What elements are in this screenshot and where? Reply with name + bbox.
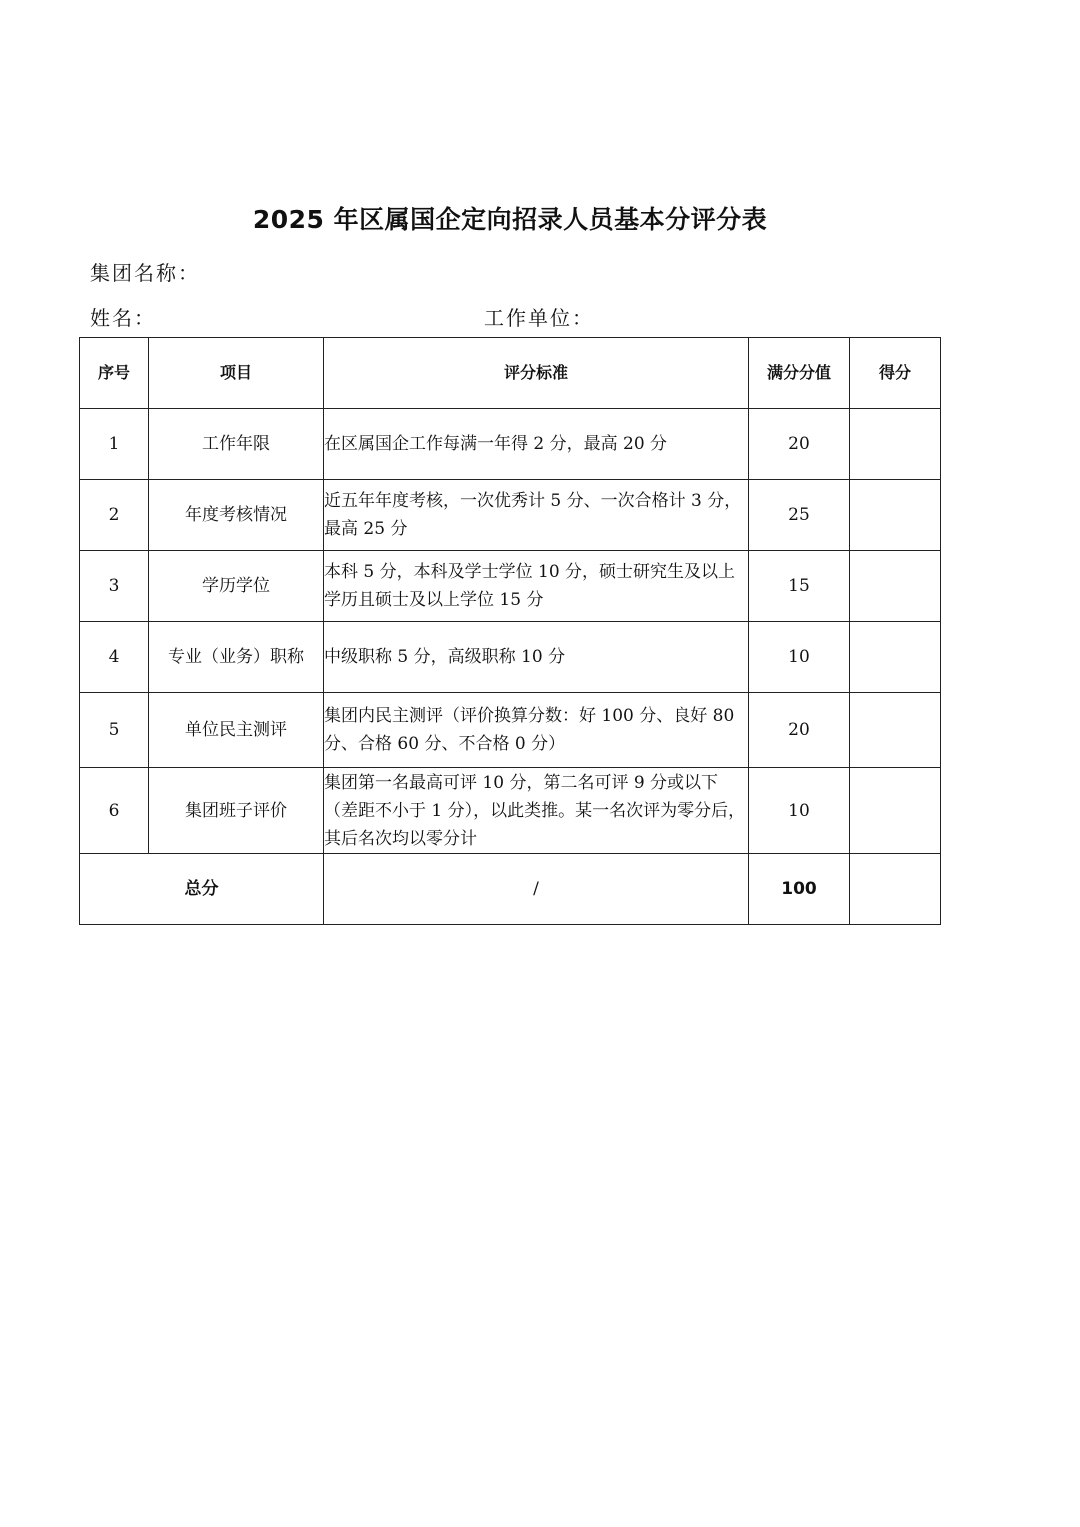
row-max-score: 10 [749,768,850,854]
row-criteria: 集团内民主测评（评价换算分数：好 100 分、良好 80 分、合格 60 分、不合格 0 分） [324,693,749,768]
row-no: 1 [80,409,149,480]
header-criteria: 评分标准 [324,338,749,409]
score-table [79,337,941,925]
header-no: 序号 [80,338,149,409]
row-item: 专业（业务）职称 [149,622,324,693]
row-score[interactable] [850,480,941,551]
row-score[interactable] [850,768,941,854]
row-criteria: 在区属国企工作每满一年得 2 分，最高 20 分 [324,409,749,480]
row-item: 工作年限 [149,409,324,480]
page-title: 2025 年区属国企定向招录人员基本分评分表 [252,205,768,234]
row-no: 2 [80,480,149,551]
row-item: 集团班子评价 [149,768,324,854]
table-row [80,622,941,693]
table-row [80,409,941,480]
group-name-label: 集团名称： [90,261,200,285]
table-row [80,551,941,622]
row-criteria: 集团第一名最高可评 10 分，第二名可评 9 分或以下（差距不小于 1 分），以此类推。某一名次评为零分后，其后名次均以零分计 [324,768,749,854]
row-no: 4 [80,622,149,693]
row-score[interactable] [850,622,941,693]
row-max-score: 10 [749,622,850,693]
row-max-score: 15 [749,551,850,622]
header-max-score: 满分分值 [749,338,850,409]
header-item: 项目 [149,338,324,409]
table-header-row [80,338,941,409]
row-criteria: 近五年年度考核，一次优秀计 5 分、一次合格计 3 分，最高 25 分 [324,480,749,551]
table-row [80,693,941,768]
name-label: 姓名： [90,306,156,330]
row-no: 3 [80,551,149,622]
row-max-score: 25 [749,480,850,551]
total-row [80,854,941,925]
table-row [80,480,941,551]
row-item: 学历学位 [149,551,324,622]
header-score: 得分 [850,338,941,409]
total-label: 总分 [80,854,324,925]
total-criteria: / [324,854,749,925]
row-max-score: 20 [749,693,850,768]
row-criteria: 本科 5 分，本科及学士学位 10 分，硕士研究生及以上学历且硕士及以上学位 15 分 [324,551,749,622]
row-score[interactable] [850,409,941,480]
row-max-score: 20 [749,409,850,480]
row-score[interactable] [850,551,941,622]
row-score[interactable] [850,693,941,768]
row-item: 单位民主测评 [149,693,324,768]
work-unit-label: 工作单位： [484,306,594,330]
total-score[interactable] [850,854,941,925]
row-criteria: 中级职称 5 分，高级职称 10 分 [324,622,749,693]
row-no: 6 [80,768,149,854]
total-max-score: 100 [749,854,850,925]
row-no: 5 [80,693,149,768]
table-row [80,768,941,854]
row-item: 年度考核情况 [149,480,324,551]
